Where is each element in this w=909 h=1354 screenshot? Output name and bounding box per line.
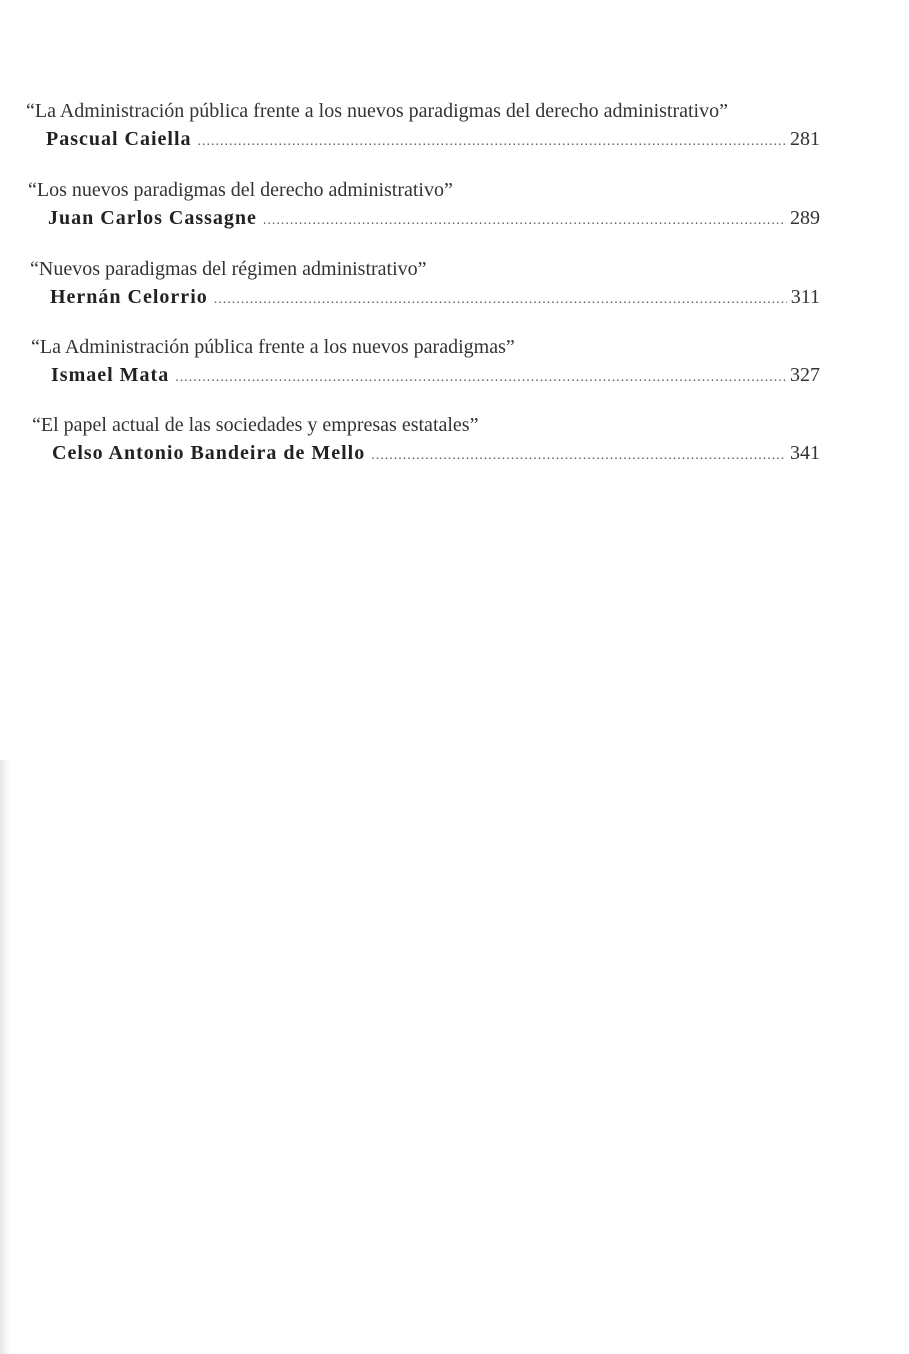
entry-author-line xyxy=(31,362,820,391)
entry-author: Pascual Caiella xyxy=(46,128,192,150)
entry-page-number: 327 xyxy=(790,364,820,386)
page-edge-shadow xyxy=(0,760,10,1354)
entry-title: “Nuevos paradigmas del régimen administrativo” xyxy=(30,258,427,280)
toc-entry xyxy=(32,412,820,469)
entry-author: Ismael Mata xyxy=(51,364,170,386)
toc-entry xyxy=(30,256,820,313)
toc-entry xyxy=(26,98,820,155)
entry-author: Celso Antonio Bandeira de Mello xyxy=(52,442,366,464)
entry-page-number: 311 xyxy=(790,286,820,308)
dot-leader xyxy=(198,129,786,155)
entry-page-number: 281 xyxy=(790,128,820,150)
entry-author-line xyxy=(26,126,820,155)
entry-title: “La Administración pública frente a los nuevos paradigmas” xyxy=(31,336,515,358)
entry-title: “La Administración pública frente a los nuevos paradigmas del derecho administrativo” xyxy=(26,100,728,122)
dot-leader xyxy=(371,443,786,469)
entry-author-line xyxy=(30,284,820,313)
entry-author: Hernán Celorrio xyxy=(50,286,208,308)
dot-leader xyxy=(175,365,786,391)
entry-author-line xyxy=(32,440,820,469)
entry-page-number: 289 xyxy=(790,207,820,229)
dot-leader xyxy=(263,208,786,234)
entry-page-number: 341 xyxy=(790,442,820,464)
entry-title: “El papel actual de las sociedades y empresas estatales” xyxy=(32,414,479,436)
entry-title: “Los nuevos paradigmas del derecho administrativo” xyxy=(28,179,453,201)
entry-author-line xyxy=(28,205,820,234)
dot-leader xyxy=(214,287,787,313)
entry-author: Juan Carlos Cassagne xyxy=(48,207,257,229)
toc-entry xyxy=(28,177,820,234)
toc-entry xyxy=(31,334,820,391)
